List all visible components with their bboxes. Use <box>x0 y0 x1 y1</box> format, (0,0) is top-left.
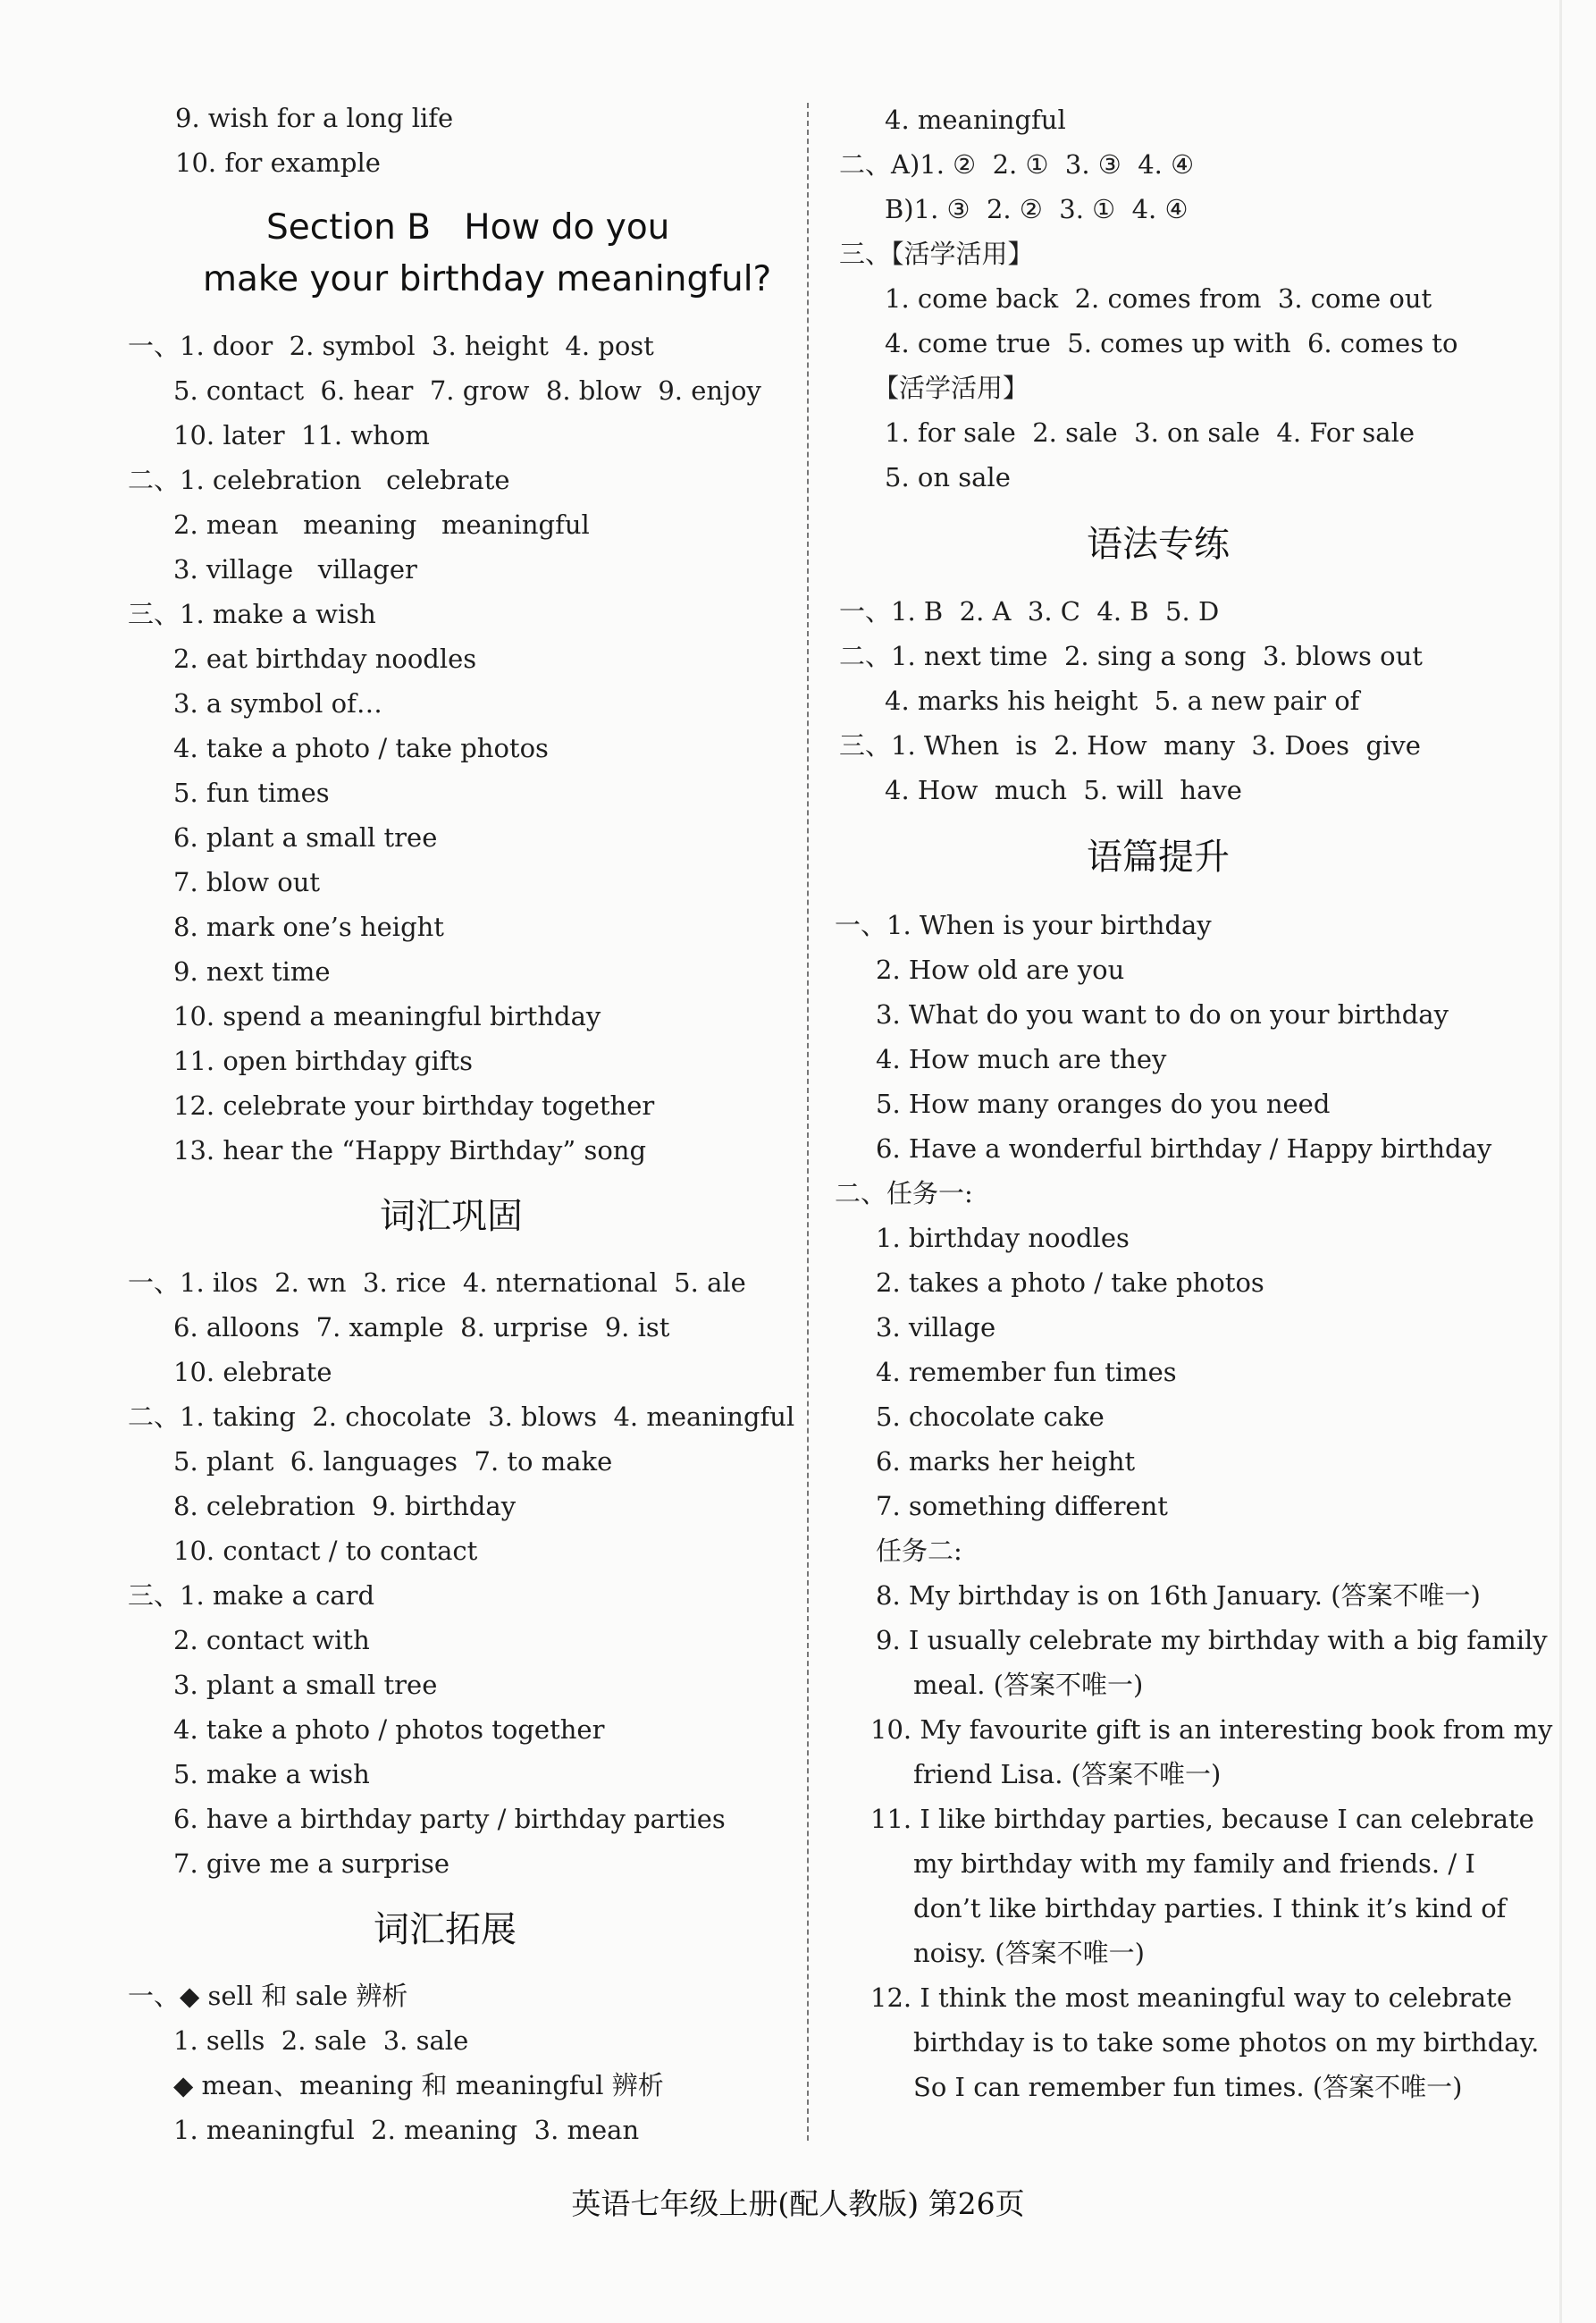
answer-line: 3. village <box>876 1312 996 1342</box>
answer-line: 12. I think the most meaningful way to celebrate <box>870 1982 1512 2013</box>
answer-line: 一、1. B 2. A 3. C 4. B 5. D <box>839 596 1220 627</box>
answer-line: 8. My birthday is on 16th January. (答案不唯一) <box>876 1580 1481 1611</box>
answer-line: 4. How much 5. will have <box>885 775 1242 805</box>
answer-line: ◆ mean、meaning 和 meaningful 辨析 <box>173 2070 664 2100</box>
answer-line: B)1. ③ 2. ② 3. ① 4. ④ <box>885 194 1189 224</box>
answer-line: 6. marks her height <box>876 1446 1136 1477</box>
answer-line: 1. birthday noodles <box>876 1223 1130 1253</box>
answer-line: 10. later 11. whom <box>173 420 430 450</box>
answer-line: 4. meaningful <box>885 105 1066 135</box>
answer-line: 二、任务一: <box>835 1178 973 1208</box>
answer-line: 1. come back 2. comes from 3. come out <box>885 283 1432 314</box>
answer-line: 12. celebrate your birthday together <box>173 1090 655 1121</box>
answer-line: 9. next time <box>173 956 331 987</box>
answer-line: 一、1. When is your birthday <box>835 910 1212 940</box>
answer-line: 二、A)1. ② 2. ① 3. ③ 4. ④ <box>839 149 1195 180</box>
answer-line: don’t like birthday parties. I think it’s kind of <box>913 1893 1507 1923</box>
answer-line: 4. How much are they <box>876 1044 1167 1074</box>
answer-line: 3. village villager <box>173 554 417 585</box>
answer-line: 二、1. taking 2. chocolate 3. blows 4. meaningful <box>128 1401 795 1432</box>
answer-line: 10. spend a meaningful birthday <box>173 1001 601 1031</box>
answer-line: 一、1. ilos 2. wn 3. rice 4. nternational 5. ale <box>128 1267 746 1298</box>
answer-line: 7. blow out <box>173 867 321 897</box>
answer-line: 2. How old are you <box>876 955 1125 985</box>
answer-line: 11. open birthday gifts <box>173 1046 474 1076</box>
answer-line: 5. plant 6. languages 7. to make <box>173 1446 613 1477</box>
answer-line: 2. mean meaning meaningful <box>173 509 590 540</box>
answer-line: 2. contact with <box>173 1625 370 1655</box>
passage-title: 语篇提升 <box>1087 837 1230 878</box>
answer-line: 6. Have a wonderful birthday / Happy birthday <box>876 1133 1492 1164</box>
answer-line: 10. My favourite gift is an interesting book from my <box>870 1714 1553 1745</box>
answer-line: 7. give me a surprise <box>173 1848 450 1879</box>
answer-line: 6. plant a small tree <box>173 822 438 853</box>
answer-line: my birthday with my family and friends. / I <box>913 1848 1475 1879</box>
answer-line: 一、◆ sell 和 sale 辨析 <box>128 1981 408 2011</box>
answer-line: 1. sells 2. sale 3. sale <box>173 2025 469 2056</box>
answer-line: 1. for sale 2. sale 3. on sale 4. For sale <box>885 417 1415 448</box>
answer-line: 6. alloons 7. xample 8. urprise 9. ist <box>173 1312 670 1342</box>
answer-line: noisy. (答案不唯一) <box>913 1938 1145 1968</box>
answer-line: 5. chocolate cake <box>876 1401 1105 1432</box>
answer-line: 4. remember fun times <box>876 1357 1177 1387</box>
answer-line: friend Lisa. (答案不唯一) <box>913 1759 1222 1789</box>
answer-line: 任务二: <box>876 1536 962 1566</box>
answer-line: 3. What do you want to do on your birthday <box>876 999 1449 1030</box>
grammar-title: 语法专练 <box>1087 524 1230 565</box>
answer-line: 6. have a birthday party / birthday parties <box>173 1804 726 1834</box>
answer-line: 1. meaningful 2. meaning 3. mean <box>173 2115 640 2145</box>
answer-line: So I can remember fun times. (答案不唯一) <box>913 2072 1463 2102</box>
answer-line: 二、1. next time 2. sing a song 3. blows out <box>839 641 1423 671</box>
answer-line: 2. eat birthday noodles <box>173 644 477 674</box>
answer-line: 4. come true 5. comes up with 6. comes to <box>885 328 1458 358</box>
answer-line: meal. (答案不唯一) <box>913 1670 1144 1700</box>
answer-line: 三、1. make a card <box>128 1580 375 1611</box>
answer-line: 二、1. celebration celebrate <box>128 465 510 495</box>
answer-line: 10. contact / to contact <box>173 1536 478 1566</box>
section-title-line2: make your birthday meaningful? <box>203 259 772 299</box>
answer-line: 7. something different <box>876 1491 1168 1521</box>
vocab-title: 词汇巩固 <box>380 1196 523 1237</box>
answer-line: 【活学活用】 <box>873 373 1029 403</box>
answer-line: 5. on sale <box>885 462 1011 492</box>
section-title-line1: Section B How do you <box>266 207 670 248</box>
answer-line: 4. take a photo / photos together <box>173 1714 605 1745</box>
answer-line: 5. contact 6. hear 7. grow 8. blow 9. enjoy <box>173 375 761 406</box>
answer-line: 11. I like birthday parties, because I can celebrate <box>870 1804 1534 1834</box>
answer-line: 10. for example <box>175 147 381 178</box>
page-footer: 英语七年级上册(配人教版) 第26页 <box>571 2186 1025 2221</box>
answer-line: 13. hear the “Happy Birthday” song <box>173 1135 647 1166</box>
answer-line: 3. plant a small tree <box>173 1670 438 1700</box>
column-divider <box>807 103 809 2141</box>
answer-line: birthday is to take some photos on my birthday. <box>913 2027 1540 2058</box>
answer-line: 5. How many oranges do you need <box>876 1089 1331 1119</box>
answer-line: 三、【活学活用】 <box>839 239 1034 269</box>
answer-line: 一、1. door 2. symbol 3. height 4. post <box>128 331 654 361</box>
answer-line: 3. a symbol of… <box>173 688 382 719</box>
answer-line: 10. elebrate <box>173 1357 332 1387</box>
answer-line: 4. take a photo / take photos <box>173 733 549 763</box>
answer-line: 9. wish for a long life <box>175 103 454 133</box>
answer-line: 三、1. make a wish <box>128 599 376 629</box>
answer-line: 9. I usually celebrate my birthday with a big family <box>876 1625 1548 1655</box>
answer-line: 三、1. When is 2. How many 3. Does give <box>839 730 1421 761</box>
answer-line: 2. takes a photo / take photos <box>876 1267 1264 1298</box>
answer-line: 5. make a wish <box>173 1759 370 1789</box>
page-edge-shadow <box>1559 0 1562 2323</box>
answer-line: 8. mark one’s height <box>173 912 444 942</box>
answer-line: 4. marks his height 5. a new pair of <box>885 686 1360 716</box>
answer-line: 8. celebration 9. birthday <box>173 1491 517 1521</box>
answer-line: 5. fun times <box>173 778 330 808</box>
expand-title: 词汇拓展 <box>374 1909 517 1950</box>
